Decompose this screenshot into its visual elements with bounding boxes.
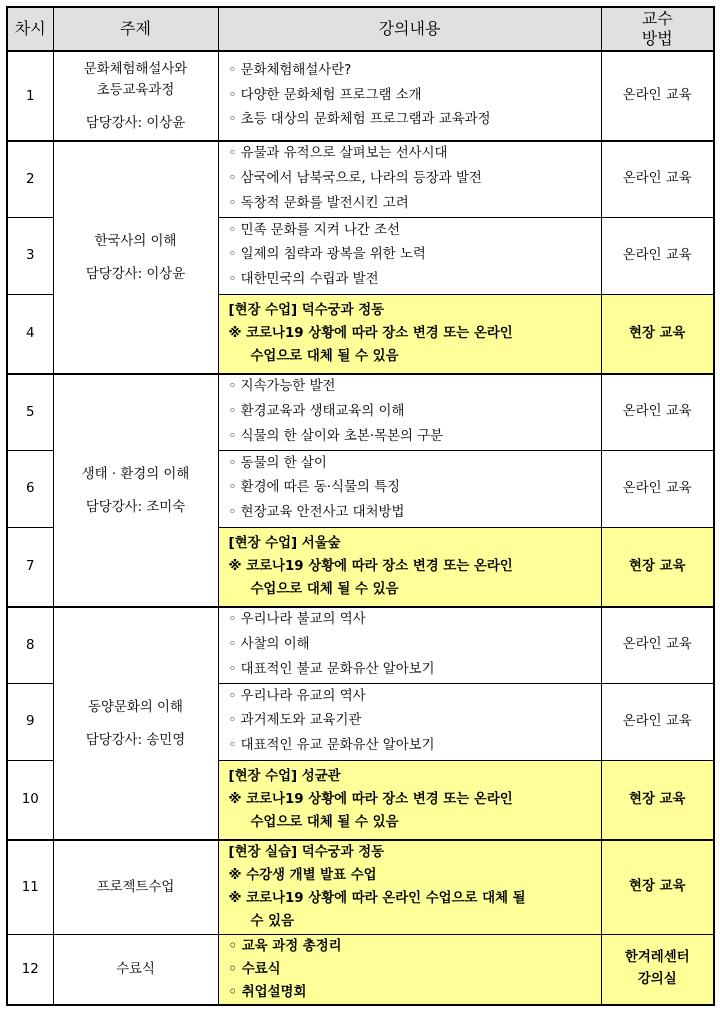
content-line: ◦ 사찰의 이해 — [228, 636, 310, 652]
content-line: ◦ 식물의 한 살이와 초본·목본의 구분 — [228, 428, 444, 444]
content-line: ◦ 일제의 침략과 광복을 위한 노력 — [228, 247, 426, 263]
curriculum-table — [6, 6, 715, 1006]
method-cell: 현장 교육 — [601, 840, 714, 934]
method-cell: 온라인 교육 — [601, 683, 714, 760]
content-line: ◦ 유물과 유적으로 살펴보는 선사시대 — [228, 146, 448, 162]
content-cell — [218, 760, 601, 840]
header-method-line2: 방법 — [641, 29, 673, 48]
table-row — [7, 607, 714, 683]
topic-name: 한국사의 이해 — [94, 233, 177, 249]
content-line: ◦ 동물의 한 살이 — [228, 455, 327, 471]
content-line: ◦ 우리나라 유교의 역사 — [228, 688, 366, 704]
method-line: 강의실 — [637, 972, 677, 987]
session-number: 5 — [7, 374, 53, 450]
header-method — [601, 7, 714, 51]
method-cell: 현장 교육 — [601, 294, 714, 374]
session-number: 3 — [7, 217, 53, 294]
content-line: ◦ 초등 대상의 문화체험 프로그램과 교육과정 — [228, 112, 491, 128]
table-row — [7, 934, 714, 1005]
content-line: ※ 수강생 개별 발표 수업 — [228, 868, 377, 884]
topic-name: 수료식 — [116, 961, 155, 977]
session-number: 10 — [7, 760, 53, 840]
content-line: ◦ 다양한 문화체험 프로그램 소개 — [228, 87, 422, 103]
session-number: 1 — [7, 51, 53, 141]
content-line: 수업으로 대체 될 수 있음 — [250, 349, 399, 365]
topic-name: 프로젝트수업 — [96, 879, 175, 895]
topic-instructor: 담당강사: 송민영 — [85, 732, 186, 748]
content-line: ※ 코로나19 상황에 따라 장소 변경 또는 온라인 — [228, 559, 513, 575]
content-line: ◦ 환경에 따른 동·식물의 특징 — [228, 480, 400, 496]
table-row — [7, 840, 714, 934]
topic-instructor: 담당강사: 조미숙 — [85, 499, 186, 515]
topic-name: 문화체험해설사와 — [83, 61, 188, 77]
method-cell: 온라인 교육 — [601, 51, 714, 141]
content-line: ※ 코로나19 상황에 따라 온라인 수업으로 대체 될 — [228, 891, 526, 907]
method-line: 한겨레센터 — [624, 950, 690, 965]
topic-instructor: 담당강사: 이상윤 — [85, 266, 186, 282]
content-line: ◦ 독창적 문화를 발전시킨 고려 — [228, 195, 409, 211]
method-cell: 온라인 교육 — [601, 374, 714, 450]
session-number: 6 — [7, 450, 53, 527]
header-row — [7, 7, 714, 51]
topic-instructor: 담당강사: 이상윤 — [85, 115, 186, 131]
content-line: 수업으로 대체 될 수 있음 — [250, 815, 399, 831]
table-row — [7, 51, 714, 141]
content-line: ◦ 대표적인 유교 문화유산 알아보기 — [228, 737, 435, 753]
topic-cell — [53, 840, 218, 934]
content-line: ◦ 우리나라 불교의 역사 — [228, 612, 366, 628]
session-number: 2 — [7, 141, 53, 217]
topic-cell — [53, 374, 218, 607]
content-cell — [218, 527, 601, 607]
topic-name: 초등교육과정 — [96, 82, 175, 98]
session-number: 9 — [7, 683, 53, 760]
header-session: 차시 — [7, 7, 53, 51]
content-cell — [218, 607, 601, 683]
session-number: 4 — [7, 294, 53, 374]
content-line: ◦ 민족 문화를 지켜 나간 조선 — [228, 222, 400, 238]
method-cell: 현장 교육 — [601, 760, 714, 840]
topic-name: 생태 · 환경의 이해 — [81, 466, 190, 482]
content-line: 수업으로 대체 될 수 있음 — [250, 582, 399, 598]
content-line: ◦ 문화체험해설사란? — [228, 63, 352, 79]
content-line: ◦ 환경교육과 생태교육의 이해 — [228, 403, 405, 419]
session-number: 7 — [7, 527, 53, 607]
content-line: [현장 실습] 덕수궁과 정동 — [228, 845, 385, 861]
header-content: 강의내용 — [218, 7, 601, 51]
content-cell — [218, 374, 601, 450]
topic-cell — [53, 934, 218, 1005]
content-line: ◦ 과거제도와 교육기관 — [228, 713, 362, 729]
topic-cell — [53, 51, 218, 141]
method-cell: 온라인 교육 — [601, 141, 714, 217]
content-line: ◦ 현장교육 안전사고 대처방법 — [228, 504, 405, 520]
method-cell: 온라인 교육 — [601, 607, 714, 683]
content-cell — [218, 840, 601, 934]
topic-name: 동양문화의 이해 — [88, 699, 183, 715]
content-line: ◦ 취업설명회 — [228, 984, 307, 1000]
content-line: ◦ 교육 과정 총정리 — [228, 938, 342, 954]
topic-cell — [53, 141, 218, 374]
content-line: ※ 코로나19 상황에 따라 장소 변경 또는 온라인 — [228, 326, 513, 342]
content-line: [현장 수업] 덕수궁과 정동 — [228, 303, 385, 319]
content-line: ◦ 수료식 — [228, 961, 281, 977]
content-cell — [218, 683, 601, 760]
method-cell — [601, 934, 714, 1005]
session-number: 12 — [7, 934, 53, 1005]
content-cell — [218, 217, 601, 294]
content-line: [현장 수업] 서울숲 — [228, 536, 341, 552]
content-cell — [218, 294, 601, 374]
table-row — [7, 374, 714, 450]
content-cell — [218, 51, 601, 141]
content-cell — [218, 450, 601, 527]
topic-cell — [53, 607, 218, 840]
content-line: [현장 수업] 성균관 — [228, 769, 341, 785]
session-number: 8 — [7, 607, 53, 683]
content-cell — [218, 934, 601, 1005]
content-line: ◦ 대표적인 불교 문화유산 알아보기 — [228, 661, 435, 677]
table-row — [7, 141, 714, 217]
content-line: 수 있음 — [250, 914, 294, 930]
method-cell: 온라인 교육 — [601, 450, 714, 527]
header-method-line1: 교수 — [641, 9, 673, 28]
content-cell — [218, 141, 601, 217]
content-line: ※ 코로나19 상황에 따라 장소 변경 또는 온라인 — [228, 792, 513, 808]
header-topic: 주제 — [53, 7, 218, 51]
method-cell: 현장 교육 — [601, 527, 714, 607]
content-line: ◦ 지속가능한 발전 — [228, 379, 336, 395]
session-number: 11 — [7, 840, 53, 934]
method-cell: 온라인 교육 — [601, 217, 714, 294]
content-line: ◦ 대한민국의 수립과 발전 — [228, 271, 379, 287]
content-line: ◦ 삼국에서 남북국으로, 나라의 등장과 발전 — [228, 170, 482, 186]
